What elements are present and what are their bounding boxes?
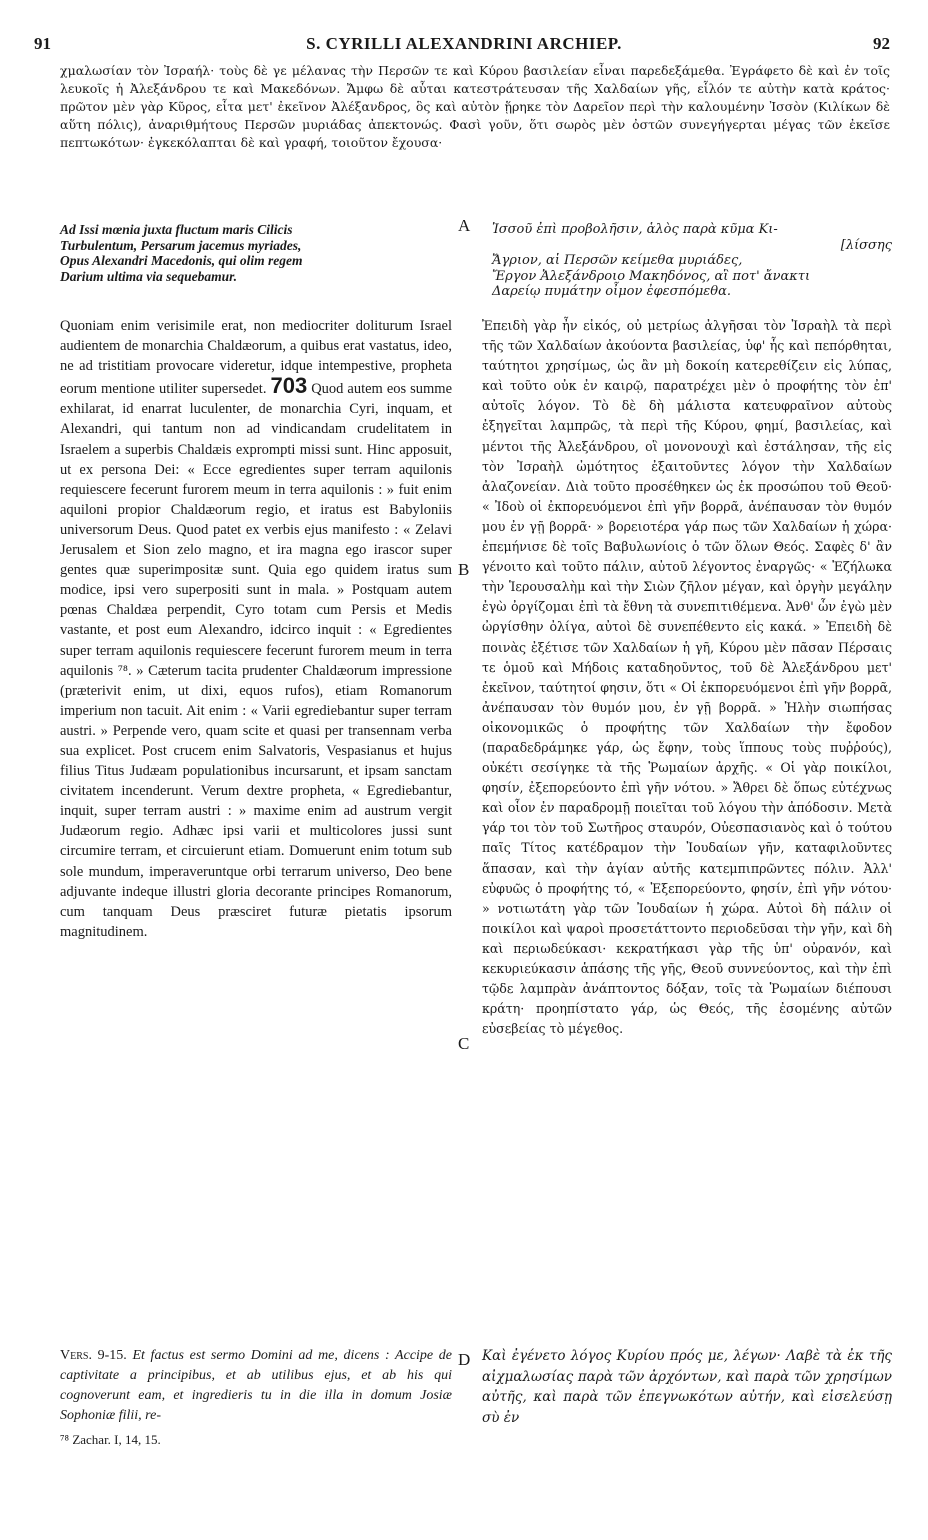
verse-greek-line: Ἄγριον, αἱ Περσῶν κείμεθα μυριάδες, [492,253,743,268]
verse-latin-block [60,222,452,284]
margin-mark-a: A [458,216,471,235]
verse-greek-line: Ἔργον Ἀλεξάνδροιο Μακηδόνος, αἳ ποτ' ἄνακτι [492,268,811,284]
verse-latin-line: Opus Alexandri Macedonis, qui olim regem [60,253,303,268]
verse-greek-block [482,222,892,300]
running-header [30,34,898,56]
verse-latin-line: Darium ultima via sequebamur. [60,268,238,284]
column-number: 703 [270,373,308,399]
page-number-right: 92 [873,34,890,53]
greek-paragraph: Ἐπειδὴ γὰρ ἦν εἰκός, οὐ μετρίως ἀλγῆσαι τὸν Ἰσραὴλ τὰ περὶ τῆς τῶν Χαλδαίων ἀκούοντα βασιλείας, ὑφ' ἧς καὶ πεπόρθηται, ταύτητοι χρησίμως, ὡς ἂν μὴ δοκοίη κατερεθίζειν εἰς λύπας, καὶ τοῦτο οὐκ ἐν καιρῷ, παρατρέχει μὲν ὁ προφήτης τὸν ἐπ' αὐτοῖς λόγον. Τὸ δὲ δὴ μάλιστα κατευφραῖνον αὐτοὺς ἐξηγεῖται λαμπρῶς, τὰ περὶ τῆς Κύρου, φημί, βασιλείας, καὶ μέντοι τῆς Ἀλεξάνδρου, οἳ μονονουχὶ καὶ ἐστάλησαν, τῆς εἰς τὸν Ἰσραὴλ ὠμότητος ἐξαιτοῦντες λόγον τὴν Χαλδαίων ἀλαζονείαν. Διὰ τοῦτο προσέθηκεν ὡς ἐκ προσώπου τοῦ Θεοῦ· « Ἰδοὺ οἱ ἐκπορευόμενοι ἐπὶ γῆν βορρᾶ, ἀνέπαυσαν τὸν θυμόν μου ἐν γῇ βορρᾶ· » βορειοτέρα γάρ πως τῶν Χαλδαίων ἡ χώρα· ἐπεμήνισε δὲ τοῖς Βαβυλωνίοις ὁ τῶν ὅλων Θεός. Σαφὲς δ' ἂν γένοιτο καὶ τοῦτο πάλιν, αὐτοῦ λέγοντος ἐναργῶς· « Ἐζήλωκα τὴν Ἱερουσαλὴμ καὶ τὴν Σιὼν ζῆλον μέγαν, καὶ ὀργὴν μεγάλην ἐγὼ ὀργίζομαι ἐπὶ τὰ ἔθνη τὰ συνεπιτιθέμενα. Ἀνθ' ὧν ἐγὼ μὲν ὠργίσθην ὀλίγα, αὐτοὶ δὲ συνεπέθεντο εἰς κακά. » Ἐπειδὴ δὲ ποινὰς ἐξέτισε τῶν Χαλδαίων ἡ γῆ, Κύρου μὲν πᾶσαν Πέρσαις τε ὁμοῦ καὶ Μήδοις καταδηοῦντος, τοῦ δὲ Ἀλεξάνδρου μετ' ἐκεῖνον, ταύτητοί φησιν, ὅτι « Οἱ ἐκπορευόμενοι ἐπὶ γῆν βορρᾶ, ἀνέπαυσαν τὸν θυμόν μου, ἐν γῇ βορρᾶ. » Ἠλὴν σιωπήσας οἰκονομικῶς ὁ προφήτης τῶν Χαλδαίων τὴν ἔφοδον (παραδεδράμηκε γάρ, ὡς ἔφην, τοὺς ἵππους τοὺς πυῤῥούς), οὐκέτι σεσίγηκε τὰ τῆς Ῥωμαίων ἀρχῆς. « Οἱ γὰρ ποικίλοι, φησίν, ἐξεπορεύοντο ἐπὶ γῆν νότου. » Ἄθρει δὲ ὅπως εὐτέχνως καὶ οἷον ἐν παραδρομῇ ποιεῖται τοῦ λόγου τὴν ἀπόδοσιν. Μετὰ γάρ τοι τὸν τοῦ Σωτῆρος σταυρόν, Οὐεσπασιανὸς καὶ ὁ τούτου παῖς Τίτος κατέδραμον τὴν Ἰουδαίων γῆν, καταφιλοῦντες ἅπασαν, καὶ τὴν ἁγίαν αὐτῆς κατεμπιπρῶντες πόλιν. Ἀλλ' εὐφυῶς ὁ προφήτης τό, « Ἐξεπορεύοντο, φησίν, ἐπὶ γῆν νότου· » νοτιωτάτη γὰρ τῶν Ἰουδαίων ἡ χώρα. Αὐτοὶ δὴ πάλιν οἱ ποικίλοι καὶ ψαροὶ προσετάττοντο περιοδεῦσαι τὴν γῆν, καὶ δὴ καὶ περιωδεύκασι· κεκρατήκασι γὰρ τῆς ὑπ' οὐρανόν, καὶ κεκυριεύκασιν ἁπάσης τῆς γῆς, Θεοῦ συννεύοντος, καὶ τὴν ἐπὶ τῷδε λαμπρὰν ἀνάπτοντος δόξαν, τοῖς τὰ Ῥωμαίων διέπουσι κράτη· προηπίστατο γάρ, ὡς Θεός, τῆς ἐσομένης αὐτῶν εὐσεβείας τὸ μέγεθος. [482,318,892,1037]
verse-greek-line: [λίσσης [840,237,892,253]
intro-greek-block [60,62,890,152]
vers-label: Vers. 9-15. [60,1348,127,1363]
intro-greek-text: χμαλωσίαν τὸν Ἰσραήλ· τοὺς δὲ γε μέλανας τὴν Περσῶν τε καὶ Κύρου βασιλείαν εἶναι παρεδεξάμεθα. Ἐγράφετο δὲ καὶ ἐν τοῖς λευκοῖς ἡ Ἀλεξάνδρου τε καὶ Μακεδόνων. Ἄμφω δὲ αὗται κατεστράτευσαν τῆς Χαλδαίων γῆς, εἷλόν τε αὐτὴν κατὰ κράτος· πρῶτον μὲν γὰρ Κῦρος, εἶτα μετ' ἐκεῖνον Ἀλέξανδρος, ὃς καὶ αὐτὸν ᾕρηκε τὸν Δαρεῖον περὶ τὴν καλουμένην Ἰσσὸν (Κιλίκων δὲ αὕτη πόλις), ἀναριθμήτους Περσῶν μυριάδας ἀπεκτονώς. Φασὶ γοῦν, ὅτι σωρὸς μὲν ὀστῶν συνεγήγερται μέγας τῶν ἐκεῖσε πεπτωκότων· ἐγκεκόλαπται δὲ καὶ γραφή, τοιοῦτον ἔχουσα· [60,63,890,150]
verse-greek-line: Ἰσσοῦ ἐπὶ προβολῆσιν, ἁλὸς παρὰ κῦμα Κι- [492,222,778,237]
vers-greek-text: Καὶ ἐγένετο λόγος Κυρίου πρός με, λέγων· Λαβὲ τὰ ἐκ τῆς αἰχμαλωσίας παρὰ τῶν ἀρχόντων, καὶ παρὰ τῶν χρησίμων αὐτῆς, καὶ παρὰ τῶν ἐπεγνωκότων αὐτήν, καὶ εἰσελεύσῃ σὺ ἐν [482,1348,892,1426]
verse-greek-line: Δαρείῳ πυμάτην οἶμον ἐφεσπόμεθα. [492,284,732,299]
latin-column [60,316,452,942]
latin-paragraph [60,316,452,942]
verse-greek [482,222,892,300]
vers-greek-block [482,1346,892,1428]
greek-column [482,316,892,1039]
margin-mark-c: C [458,1034,470,1053]
verse-latin [60,222,452,284]
margin-mark-d: D [458,1350,471,1369]
page-number-left: 91 [34,34,51,53]
header-title: S. CYRILLI ALEXANDRINI ARCHIEP. [306,34,622,53]
margin-mark-b: B [458,560,470,579]
vers-latin-text: Et factus est sermo Domini ad me, dicens : Accipe de captivitate a principibus, et ab utilibus ejus, et ab his qui cognoverunt eam, et ingredieris tu in die illa in domum Josiæ Sophoniæ filii, re- [60,1348,453,1423]
verse-latin-line: Turbulentum, Persarum jacemus myriades, [60,237,302,253]
verse-latin-line: Ad Issi mœnia juxta fluctum maris Cilicis [60,222,293,237]
latin-text-a: Quoniam enim verisimile erat, non mediocriter doliturum Israel audientem de monarchia Chaldæorum, a quibus erat vastatus, ideo, ne ad tristitiam provocare videretur, idque intempestive, propheta eorum mentione utiliter supersedet. [60,318,452,398]
footnote: ⁷⁸ Zachar. I, 14, 15. [60,1432,161,1447]
vers-latin-paragraph [60,1346,452,1426]
vers-latin-block [60,1346,452,1426]
latin-text-b: Quod autem eos summe exhilarat, id enarrat luculenter, de monarchia Cyri, inquam, et Alexandri, qui tantum non ad vindicandam crudelitatem in Israelem a superbis Chaldæis exprompti missi sunt. Hinc apposuit, ut ex persona Dei: « Ecce egredientes super terram aquilonis requiescere fecerunt furorem meum in terra aquilonis : » fuit enim aquiloni propior Chaldæorum regio, et iratus est Babyloniis universorum Deus. Quod patet ex verbis ejus manifesto : « Zelavi Jerusalem et Sion zelo magno, et ira magna ego irascor super gentes quæ superimpositæ sunt. Quia ego quidem iratus sum modice, ipsi vero superpositi sunt in mala. » Postquam autem pœnas Chaldæa perpendit, Cyro totam cum Persis et Medis vastante, et post eum Alexandro, idcirco inquit : « Egredientes super terram aquilonis requiescere fecerunt furorem meum in terra aquilonis ⁷⁸. » Cæterum tacita prudenter Chaldæorum impressione (præterivit enim, ut dixi, equos rufos), etiam Romanorum imperium non tacuit. Ait enim : « Varii egrediebantur super terram austri. » Perpende vero, quam scite et quasi per transennam verba sua explicet. Post crucem enim Salvatoris, Vespasianus et hujus filius Titus Judæam populationibus incursarunt, et ipsam sanctam civitatem incenderunt. Verum dextre propheta, « Egrediebantur, inquit, super terram austri : » maxime enim ad austrum vergit Judæorum regio. Adhæc ipsi varii et multicolores jussi sunt circumire terram, et circuierunt etiam. Domuerunt enim totum sub sole mundum, imperaveruntque orbi terrarum universo, Deo bene adjuvante indeque illustri gloria decorante principes Romanorum, cum tanquam Deus præsciret futuræ pietatis ipsorum magnitudinem. [60,381,453,940]
